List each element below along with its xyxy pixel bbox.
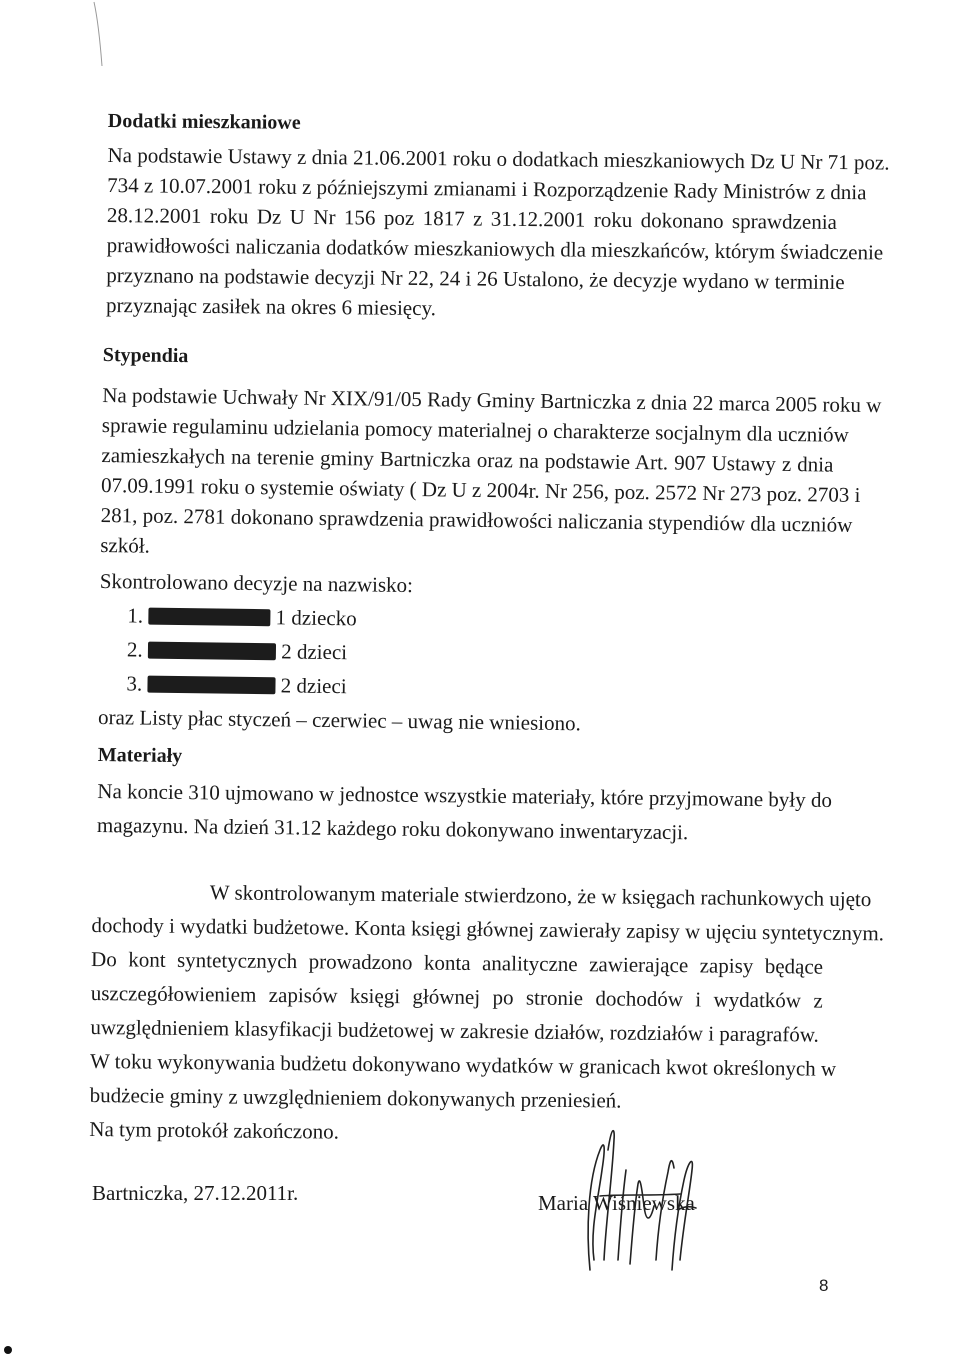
housing-line: 734 z 10.07.2001 roku z późniejszymi zmianami i Rozporządzenie Rady Ministrów z dnia bbox=[107, 172, 867, 205]
list-item bbox=[99, 600, 831, 640]
housing-line: przyznano na podstawie decyzji Nr 22, 24 i 26 Ustalono, że decyzje wydano w terminie bbox=[106, 262, 845, 295]
conclusion-line: Na tym protokół zakończono. bbox=[89, 1116, 340, 1144]
scan-edge-mark bbox=[90, 0, 110, 70]
scholarships-line: Na podstawie Uchwały Nr XIX/91/05 Rady Gminy Bartniczka z dnia 22 marca 2005 roku w bbox=[102, 382, 882, 418]
list-number: 1. bbox=[127, 603, 144, 628]
scholarships-line: 07.09.1991 roku o systemie oświaty ( Dz U z 2004r. Nr 256, poz. 2572 Nr 273 poz. 2703 i bbox=[100, 472, 861, 507]
scholarships-heading: Stypendia bbox=[102, 343, 189, 368]
scholarships-section bbox=[97, 340, 882, 742]
place-date bbox=[92, 1178, 298, 1208]
housing-line: 28.12.2001 roku Dz U Nr 156 poz 1817 z 31.12.2001 roku dokonano sprawdzenia bbox=[106, 202, 838, 235]
list-item bbox=[98, 668, 830, 708]
checked-intro: Skontrolowano decyzje na nazwisko: bbox=[99, 568, 414, 598]
list-number: 2. bbox=[126, 637, 143, 662]
conclusion-line: Do kont syntetycznych prowadzono konta analityczne zawierające zapisy będące bbox=[91, 946, 824, 979]
scholarships-line: szkół. bbox=[100, 532, 151, 558]
page-number: 8 bbox=[819, 1276, 829, 1295]
conclusion-line: uszczegółowieniem zapisów księgi głównej po stronie dochodów i wydatków z bbox=[90, 980, 823, 1013]
list-detail: 2 dzieci bbox=[280, 673, 347, 699]
list-detail: 2 dzieci bbox=[281, 639, 348, 665]
redacted-name bbox=[147, 676, 275, 695]
signatory-name-text: Maria Wiśniewska bbox=[538, 1191, 695, 1215]
redacted-name bbox=[148, 642, 276, 661]
list-number: 3. bbox=[126, 671, 143, 696]
scholarships-line: 281, poz. 2781 dokonano sprawdzenia prawidłowości naliczania stypendiów dla uczniów bbox=[100, 502, 853, 537]
scholarships-line: zamieszkałych na terenie gminy Bartniczka oraz na podstawie Art. 907 Ustawy z dnia bbox=[101, 442, 834, 477]
materials-line: magazynu. Na dzień 31.12 każdego roku dokonywano inwentaryzacji. bbox=[96, 812, 689, 845]
redacted-name bbox=[148, 608, 270, 627]
conclusion-line: budżecie gminy z uwzględnieniem dokonywanych przeniesień. bbox=[89, 1082, 622, 1113]
housing-line: prawidłowości naliczania dodatków mieszkaniowych dla mieszkańców, którym świadczenie bbox=[106, 232, 884, 265]
conclusion-line: dochody i wydatki budżetowe. Konta księgi głównej zawierały zapisy w ujęciu syntetycznym. bbox=[91, 912, 885, 946]
housing-section bbox=[105, 106, 890, 327]
place-date-text: Bartniczka, 27.12.2011r. bbox=[92, 1181, 299, 1205]
handwritten-signature bbox=[560, 1110, 720, 1280]
scholarships-line: sprawie regulaminu udzielania pomocy materialnej o charakterze socjalnym dla uczniów bbox=[101, 412, 849, 447]
scan-edge-mark bbox=[2, 1344, 14, 1356]
list-item bbox=[99, 634, 831, 674]
housing-line: przyznając zasiłek na okres 6 miesięcy. bbox=[105, 292, 437, 321]
housing-line: Na podstawie Ustawy z dnia 21.06.2001 roku o dodatkach mieszkaniowych Dz U Nr 71 poz. bbox=[107, 142, 890, 175]
materials-line: Na koncie 310 ujmowano w jednostce wszystkie materiały, które przyjmowane były do bbox=[97, 778, 833, 812]
list-detail: 1 dziecko bbox=[275, 605, 357, 631]
conclusion-line: W toku wykonywania budżetu dokonywano wydatków w granicach kwot określonych w bbox=[89, 1048, 837, 1081]
materials-heading: Materiały bbox=[97, 743, 183, 768]
payroll-note: oraz Listy płac styczeń – czerwiec – uwag nie wniesiono. bbox=[97, 704, 582, 736]
materials-section bbox=[96, 740, 833, 849]
conclusion-line: uwzględnieniem klasyfikacji budżetowej w zakresie działów, rozdziałów i paragrafów. bbox=[90, 1014, 819, 1047]
housing-heading: Dodatki mieszkaniowe bbox=[107, 109, 301, 134]
conclusion-line: W skontrolowanym materiale stwierdzono, że w księgach rachunkowych ujęto bbox=[209, 880, 872, 912]
